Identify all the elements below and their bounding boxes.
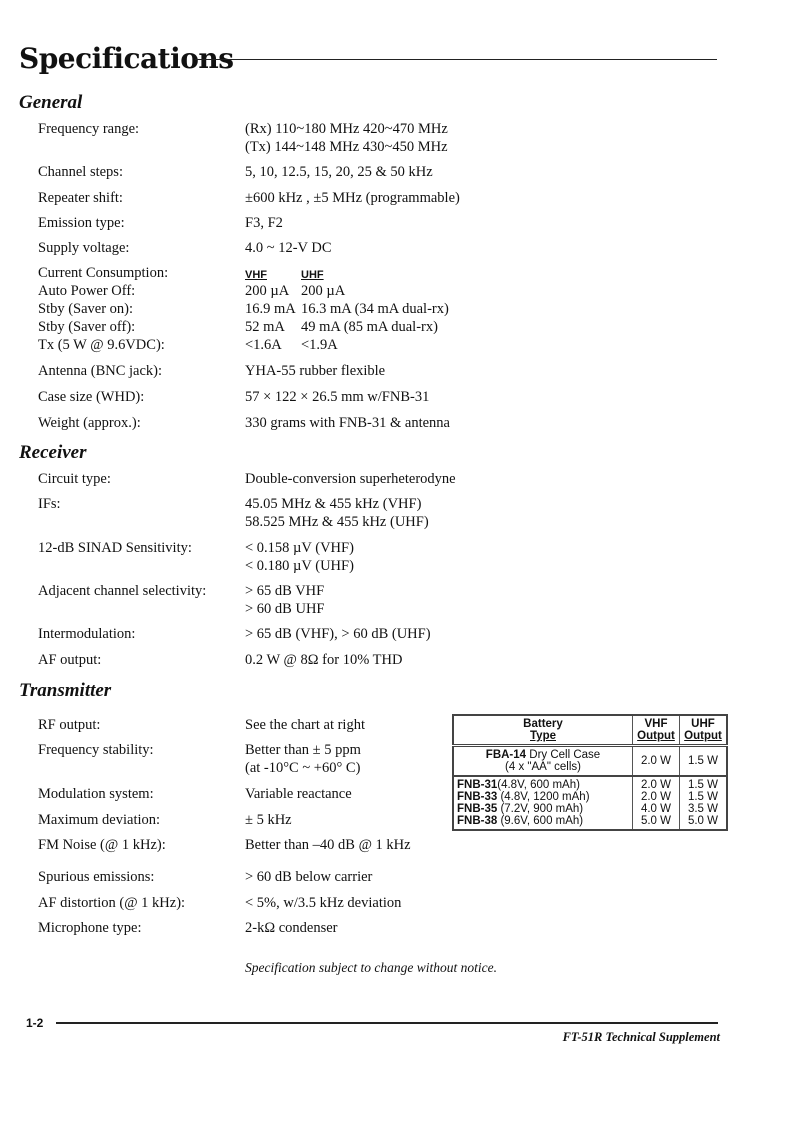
vhf-output-cell: 2.0 W (633, 746, 680, 777)
frequency-range-rx: (Rx) 110~180 MHz 420~470 MHz (245, 121, 448, 137)
cc-row-uhf: 49 mA (85 mA dual-rx) (301, 319, 438, 335)
title-rule (195, 59, 717, 60)
document-title: FT-51R Technical Supplement (562, 1030, 720, 1044)
cc-row-vhf: 52 mA (245, 319, 285, 335)
cc-row-label: Tx (5 W @ 9.6VDC): (38, 337, 165, 353)
battery-output-table (452, 714, 728, 831)
ifs-line1: 45.05 MHz & 455 kHz (VHF) (245, 496, 422, 512)
ifs-line2: 58.525 MHz & 455 kHz (UHF) (245, 514, 429, 530)
af-distortion-label: AF distortion (@ 1 kHz): (38, 895, 186, 911)
supply-voltage-value: 4.0 ~ 12-V DC (245, 240, 332, 256)
repeater-shift-value: ±600 kHz , ±5 MHz (programmable) (245, 190, 460, 206)
cc-row-uhf: <1.9A (301, 337, 338, 353)
weight-label: Weight (approx.): (38, 415, 141, 431)
ifs-label: IFs: (38, 496, 61, 512)
sensitivity-line2: < 0.180 µV (UHF) (245, 558, 354, 574)
frequency-range-label: Frequency range: (38, 121, 140, 137)
rf-output-label: RF output: (38, 717, 101, 733)
channel-steps-label: Channel steps: (38, 164, 123, 180)
section-heading-general: General (19, 92, 83, 113)
intermodulation-label: Intermodulation: (38, 626, 136, 642)
cc-row-vhf: 200 µA (245, 283, 290, 299)
battery-type-cell: FNB-31(4.8V, 600 mAh) FNB-33 (4.8V, 1200 mAh) FNB-35 (7.2V, 900 mAh) FNB-38 (9.6V, 600 mAh) (453, 776, 633, 830)
af-output-value: 0.2 W @ 8Ω for 10% THD (245, 652, 403, 668)
change-notice: Specification subject to change without notice. (245, 960, 497, 975)
frequency-range-tx: (Tx) 144~148 MHz 430~450 MHz (245, 139, 448, 155)
current-consumption-label: Current Consumption: (38, 265, 169, 281)
page-title: Specifications (19, 42, 234, 75)
channel-steps-value: 5, 10, 12.5, 15, 20, 25 & 50 kHz (245, 164, 433, 180)
modulation-value: Variable reactance (245, 786, 352, 802)
af-distortion-value: < 5%, w/3.5 kHz deviation (245, 895, 402, 911)
antenna-value: YHA-55 rubber flexible (245, 363, 386, 379)
weight-value: 330 grams with FNB-31 & antenna (245, 415, 450, 431)
cc-row-values (245, 336, 338, 354)
section-heading-receiver: Receiver (19, 442, 87, 463)
af-output-label: AF output: (38, 652, 102, 668)
battery-type-cell: FBA-14 Dry Cell Case (4 x "AA" cells) (453, 746, 633, 777)
frequency-stability-line2: (at -10°C ~ +60° C) (245, 760, 361, 776)
spurious-label: Spurious emissions: (38, 869, 155, 885)
emission-type-label: Emission type: (38, 215, 125, 231)
cc-row-vhf: 16.9 mA (245, 301, 296, 317)
page-number: 1-2 (26, 1016, 44, 1030)
max-deviation-value: ± 5 kHz (245, 812, 292, 828)
cc-row-values (245, 300, 449, 318)
antenna-label: Antenna (BNC jack): (38, 363, 163, 379)
cc-row-vhf: <1.6A (245, 337, 282, 353)
circuit-type-value: Double-conversion superheterodyne (245, 471, 456, 487)
battery-row-packs (453, 776, 727, 830)
microphone-label: Microphone type: (38, 920, 142, 936)
battery-table-header-row (453, 715, 727, 746)
section-heading-transmitter: Transmitter (19, 680, 112, 701)
case-size-value: 57 × 122 × 26.5 mm w/FNB-31 (245, 389, 430, 405)
intermodulation-value: > 65 dB (VHF), > 60 dB (UHF) (245, 626, 431, 642)
sensitivity-label: 12-dB SINAD Sensitivity: (38, 540, 192, 556)
uhf-output-header: UHF Output (680, 715, 728, 746)
cc-uhf-header: UHF (301, 269, 324, 281)
max-deviation-label: Maximum deviation: (38, 812, 161, 828)
cc-row-uhf: 16.3 mA (34 mA dual-rx) (301, 301, 449, 317)
cc-row-values (245, 282, 345, 300)
vhf-output-header: VHF Output (633, 715, 680, 746)
circuit-type-label: Circuit type: (38, 471, 111, 487)
frequency-stability-line1: Better than ± 5 ppm (245, 742, 361, 758)
cc-vhf-header: VHF (245, 269, 267, 281)
cc-row-label: Stby (Saver on): (38, 301, 134, 317)
repeater-shift-label: Repeater shift: (38, 190, 123, 206)
cc-row-label: Auto Power Off: (38, 283, 136, 299)
vhf-output-cell: 2.0 W 2.0 W 4.0 W 5.0 W (633, 776, 680, 830)
rf-output-value: See the chart at right (245, 717, 365, 733)
supply-voltage-label: Supply voltage: (38, 240, 130, 256)
fm-noise-label: FM Noise (@ 1 kHz): (38, 837, 166, 853)
uhf-output-cell: 1.5 W 1.5 W 3.5 W 5.0 W (680, 776, 728, 830)
frequency-stability-label: Frequency stability: (38, 742, 154, 758)
cc-row-uhf: 200 µA (301, 283, 346, 299)
selectivity-line1: > 65 dB VHF (245, 583, 325, 599)
modulation-label: Modulation system: (38, 786, 154, 802)
battery-row-fba14 (453, 746, 727, 777)
case-size-label: Case size (WHD): (38, 389, 145, 405)
emission-type-value: F3, F2 (245, 215, 283, 231)
sensitivity-line1: < 0.158 µV (VHF) (245, 540, 354, 556)
cc-row-label: Stby (Saver off): (38, 319, 136, 335)
fm-noise-value: Better than –40 dB @ 1 kHz (245, 837, 411, 853)
microphone-value: 2-kΩ condenser (245, 920, 338, 936)
spurious-value: > 60 dB below carrier (245, 869, 373, 885)
selectivity-line2: > 60 dB UHF (245, 601, 325, 617)
cc-row-values (245, 318, 438, 336)
selectivity-label: Adjacent channel selectivity: (38, 583, 207, 599)
battery-type-header: Battery Type (453, 715, 633, 746)
uhf-output-cell: 1.5 W (680, 746, 728, 777)
footer-rule (56, 1022, 718, 1024)
